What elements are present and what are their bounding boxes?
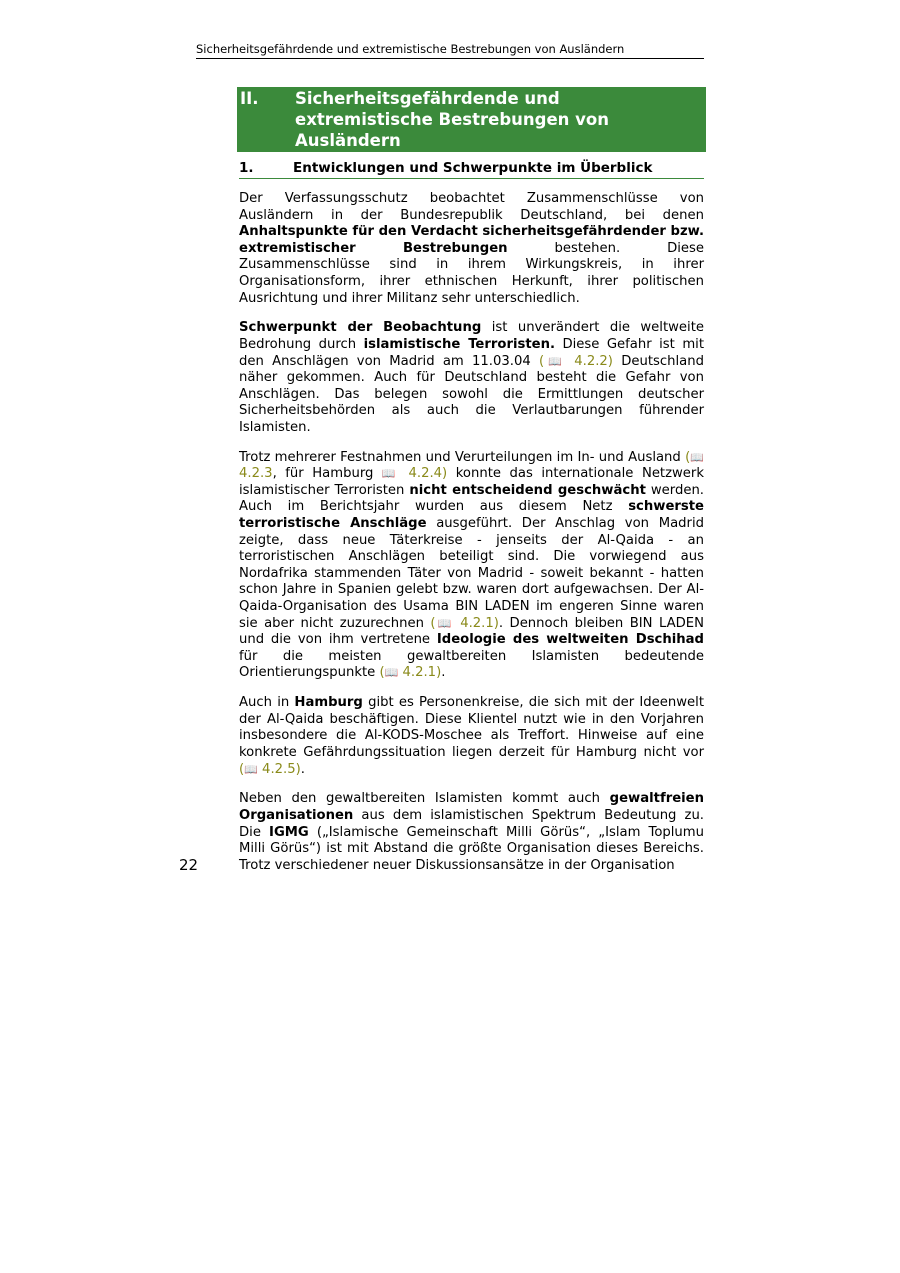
- book-icon: 📖: [384, 666, 399, 680]
- text: Neben den gewaltbereiten Islamisten kommt auch: [239, 791, 610, 807]
- paragraph-5: [239, 791, 704, 874]
- book-icon: 📖: [435, 616, 454, 630]
- cross-reference-link[interactable]: [430, 616, 498, 631]
- text: für die meisten gewaltbereiten Islamisten bedeutende Orientierungspunkte: [239, 648, 704, 681]
- cross-reference-link[interactable]: [239, 762, 301, 777]
- book-icon: 📖: [690, 450, 704, 464]
- ref-number: 4.2.5): [257, 761, 301, 777]
- text: ist unverändert die weltweite Bedrohung durch: [239, 320, 704, 352]
- book-icon: 📖: [544, 354, 566, 368]
- text: Deutschland näher gekommen. Auch für Deutschland besteht die Gefahr von Anschlägen. Das belegen sowohl die Ermittlungen deutscher Sicherheitsbehörden als auch die Verlautbarungen führender Islamisten.: [239, 353, 704, 435]
- paragraph-1: [239, 191, 704, 307]
- section-title: Entwicklungen und Schwerpunkte im Überblick: [293, 160, 653, 176]
- section-number: 1.: [239, 160, 254, 176]
- bold-text: nicht entscheidend geschwächt: [409, 482, 646, 498]
- book-icon: 📖: [244, 762, 258, 776]
- text: Auch in: [239, 695, 295, 711]
- ref-paren: (: [685, 449, 691, 465]
- paragraph-4: [239, 695, 704, 778]
- ref-paren: (: [239, 761, 245, 777]
- page-number: 22: [179, 856, 199, 874]
- text: Trotz mehrerer Festnahmen und Verurteilungen im In- und Ausland: [239, 449, 686, 465]
- text: konnte das internationale Netzwerk islamistischer Terroristen: [239, 466, 704, 498]
- ref-paren: (: [379, 665, 385, 681]
- bold-text: Anhaltspunkte für den Verdacht sicherheitsgefährdender bzw. extremistischer Bestrebungen: [239, 224, 704, 256]
- text: ausgeführt. Der Anschlag von Madrid zeigte, dass neue Täterkreise - jenseits der Al-Qaida - an terroristischen Anschlägen beteiligt sind. Die vorwiegend aus Nordafrika stammenden Täter von Madrid - soweit bekannt - hatten schon Jahre in Spanien gelebt bzw. waren dort aufgewachsen. Der Al-Qaida-Organisation des Usama BIN LADEN im engeren Sinne waren sie aber nicht zuzurechnen: [239, 516, 704, 631]
- ref-number: 4.2.1): [398, 665, 442, 681]
- cross-reference-link[interactable]: [382, 466, 447, 481]
- bold-text: islamistische Terroristen.: [363, 336, 555, 352]
- text: , für Hamburg: [272, 466, 382, 482]
- ref-number: 4.2.2): [566, 353, 613, 369]
- text: („Islamische Gemeinschaft Milli Görüs“, „Islam Toplumu Milli Görüs“) ist mit Abstand die größte Organisation dieses Bereichs. Trotz verschiedener neuer Diskussionsansätze in der Organisation: [239, 824, 704, 873]
- bold-text: IGMG: [269, 824, 309, 840]
- bold-text: schwerste terroristische Anschläge: [239, 499, 704, 532]
- text: bestehen. Diese Zusammenschlüsse sind in ihrem Wirkungskreis, in ihrer Organisationsform, ihrer ethnischen Herkunft, ihrer politischen Ausrichtung und ihrer Militanz sehr unterschiedlich.: [239, 240, 704, 306]
- bold-text: Schwerpunkt der Beobachtung: [239, 320, 482, 336]
- cross-reference-link[interactable]: [539, 354, 613, 369]
- text: Der Verfassungsschutz beobachtet Zusammenschlüsse von Ausländern in der Bundesrepublik Deutschland, bei denen: [239, 191, 704, 223]
- text: gibt es Personenkreise, die sich mit der Ideenwelt der Al-Qaida beschäftigen. Diese Klientel nutzt wie in den Vorjahren insbesondere die Al-KODS-Moschee als Treffort. Hinweise auf eine konkrete Gefährdungssituation liegen derzeit für Hamburg nicht vor: [239, 695, 704, 760]
- page-content: [239, 87, 704, 888]
- cross-reference-link[interactable]: [379, 665, 441, 680]
- paragraph-3: [239, 450, 704, 682]
- text: .: [441, 665, 446, 681]
- text: Diese Gefahr ist mit den Anschlägen von Madrid am 11.03.04: [239, 336, 704, 369]
- chapter-title: Sicherheitsgefährdende und extremistische Bestrebungen von Ausländern: [295, 89, 609, 150]
- ref-number: 4.2.1): [453, 615, 499, 631]
- text: . Dennoch bleiben BIN LADEN und die von ihm vertretene: [239, 615, 704, 648]
- bold-text: Hamburg: [294, 695, 363, 711]
- ref-paren: (: [430, 615, 436, 631]
- chapter-heading: [237, 87, 706, 152]
- text: aus dem islamistischen Spektrum Bedeutung zu. Die: [239, 807, 704, 840]
- ref-paren: (: [539, 353, 545, 369]
- section-heading: [239, 160, 704, 179]
- chapter-number: II.: [240, 89, 259, 108]
- text: .: [300, 761, 305, 777]
- running-header: Sicherheitsgefährdende und extremistische Bestrebungen von Ausländern: [196, 42, 704, 59]
- paragraph-2: [239, 320, 704, 436]
- bold-text: gewaltfreien Organisationen: [239, 791, 704, 823]
- book-icon: 📖: [381, 467, 400, 481]
- ref-number: 4.2.4): [399, 466, 448, 482]
- ref-number: 4.2.3: [239, 466, 273, 482]
- text: werden. Auch im Berichtsjahr wurden aus diesem Netz: [239, 482, 704, 515]
- bold-text: Ideologie des weltweiten Dschihad: [436, 632, 704, 648]
